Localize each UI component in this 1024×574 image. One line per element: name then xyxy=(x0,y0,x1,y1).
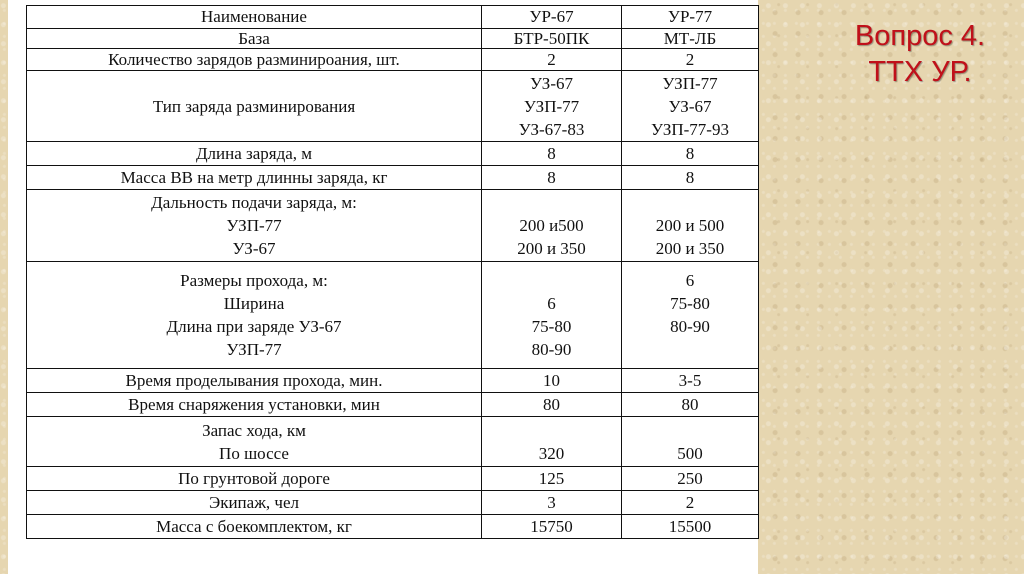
cell-line xyxy=(486,191,617,214)
table-cell-ur77 xyxy=(622,515,759,539)
cell-line: 15500 xyxy=(668,516,712,536)
cell-line: Количество зарядов разминироания, шт. xyxy=(108,49,400,69)
table-row xyxy=(27,71,759,142)
cell-line: 6 xyxy=(685,271,695,290)
cell-line: 8 xyxy=(547,143,556,163)
cell-line: 15750 xyxy=(530,516,573,536)
cell-line: Экипаж, чел xyxy=(208,492,300,512)
cell-line: 80-90 xyxy=(670,317,710,336)
table-row xyxy=(27,491,759,515)
ttx-table-body xyxy=(27,6,759,539)
cell-line: УЗ-67 xyxy=(232,239,276,258)
table-row xyxy=(27,417,759,467)
cell-line: 80-90 xyxy=(531,340,572,359)
cell-line: УЗП-77 xyxy=(662,73,718,93)
table-cell-param xyxy=(27,262,482,369)
cell-line: МТ-ЛБ xyxy=(663,28,717,48)
cell-line: Время проделывания прохода, мин. xyxy=(125,370,383,390)
table-cell-param xyxy=(27,142,482,166)
cell-line: УЗП-77 xyxy=(226,340,282,359)
cell-line: Запас хода, км xyxy=(202,420,306,440)
cell-line: 200 и 350 xyxy=(655,239,725,258)
cell-line: 8 xyxy=(547,167,556,187)
table-cell-param xyxy=(27,190,482,262)
cell-line: 80 xyxy=(543,394,560,414)
cell-line: 75-80 xyxy=(670,294,710,313)
table-cell-ur67 xyxy=(482,142,622,166)
table-row xyxy=(27,29,759,49)
table-cell-ur77 xyxy=(622,467,759,491)
cell-line: 8 xyxy=(685,143,695,163)
cell-line: 3 xyxy=(547,492,556,512)
table-row xyxy=(27,190,759,262)
table-cell-param xyxy=(27,71,482,142)
cell-line: 250 xyxy=(677,468,703,488)
header-name: Наименование xyxy=(27,6,482,29)
cell-line: Масса ВВ на метр длинны заряда, кг xyxy=(120,167,388,187)
cell-line xyxy=(626,419,754,442)
table-cell-param xyxy=(27,49,482,71)
table-cell-param xyxy=(27,166,482,190)
table-cell-ur77 xyxy=(622,190,759,262)
table-cell-ur77 xyxy=(622,393,759,417)
table-row xyxy=(27,369,759,393)
table-cell-ur67 xyxy=(482,262,622,369)
slide-title xyxy=(820,18,1020,90)
table-cell-ur67 xyxy=(482,369,622,393)
table-row xyxy=(27,262,759,369)
cell-line: 2 xyxy=(685,492,695,512)
table-cell-ur67 xyxy=(482,417,622,467)
cell-line: Длина при заряде УЗ-67 xyxy=(166,317,342,336)
table-cell-param xyxy=(27,393,482,417)
table-cell-ur67 xyxy=(482,49,622,71)
cell-line: По грунтовой дороге xyxy=(178,468,330,488)
cell-line: По шоссе xyxy=(219,443,289,463)
table-cell-ur67 xyxy=(482,515,622,539)
table-cell-ur77 xyxy=(622,417,759,467)
table-header-row xyxy=(27,6,759,29)
cell-line xyxy=(626,338,754,361)
table-row xyxy=(27,515,759,539)
cell-line: Размеры прохода, м: xyxy=(180,271,328,290)
header-ur77: УР-77 xyxy=(622,6,759,29)
table-cell-ur67 xyxy=(482,393,622,417)
table-cell-ur67 xyxy=(482,166,622,190)
cell-line: 6 xyxy=(547,294,556,313)
cell-line: Тип заряда разминирования xyxy=(152,96,356,116)
table-row xyxy=(27,393,759,417)
table-cell-param xyxy=(27,417,482,467)
table-cell-ur67 xyxy=(482,71,622,142)
cell-line: 8 xyxy=(685,167,695,187)
table-cell-ur77 xyxy=(622,262,759,369)
table-cell-param xyxy=(27,491,482,515)
cell-line: 2 xyxy=(685,49,695,69)
cell-line: 125 xyxy=(538,468,565,488)
cell-line: УЗ-67 xyxy=(530,73,573,93)
table-cell-param xyxy=(27,29,482,49)
cell-line: УЗП-77-93 xyxy=(651,119,729,139)
cell-line: 320 xyxy=(538,443,565,463)
cell-line xyxy=(486,419,617,442)
cell-line: 500 xyxy=(677,443,703,463)
table-row xyxy=(27,49,759,71)
cell-line: 80 xyxy=(681,394,699,414)
cell-line: УЗП-77 xyxy=(523,96,580,116)
cell-line xyxy=(486,269,617,292)
cell-line: УЗП-77 xyxy=(226,216,282,235)
cell-line: Длина заряда, м xyxy=(195,143,313,163)
cell-line: УЗ-67 xyxy=(668,96,712,116)
table-cell-ur77 xyxy=(622,29,759,49)
cell-line: 200 и500 xyxy=(519,216,584,235)
cell-line: 200 и 350 xyxy=(517,239,586,258)
cell-line: УЗ-67-83 xyxy=(518,119,585,139)
header-ur67: УР-67 xyxy=(482,6,622,29)
table-cell-ur67 xyxy=(482,29,622,49)
table-cell-param xyxy=(27,467,482,491)
ttx-table xyxy=(26,5,759,539)
cell-line: Масса с боекомплектом, кг xyxy=(156,516,352,536)
cell-line xyxy=(626,191,754,214)
table-cell-ur67 xyxy=(482,491,622,515)
cell-line: Ширина xyxy=(223,294,285,313)
table-cell-ur77 xyxy=(622,491,759,515)
cell-line: 200 и 500 xyxy=(655,216,725,235)
slide-title-line1: Вопрос 4. xyxy=(854,20,986,52)
cell-line: Дальность подачи заряда, м: xyxy=(151,193,357,212)
table-cell-ur77 xyxy=(622,49,759,71)
table-cell-ur77 xyxy=(622,142,759,166)
table-cell-param xyxy=(27,369,482,393)
table-row xyxy=(27,166,759,190)
cell-line: База xyxy=(238,28,270,48)
table-cell-param xyxy=(27,515,482,539)
cell-line: БТР-50ПК xyxy=(513,28,590,48)
table-cell-ur77 xyxy=(622,71,759,142)
table-cell-ur77 xyxy=(622,166,759,190)
cell-line: 3-5 xyxy=(678,370,702,390)
table-cell-ur67 xyxy=(482,190,622,262)
cell-line: 75-80 xyxy=(531,317,572,336)
cell-line: 2 xyxy=(547,49,556,69)
slide-title-line2: ТТХ УР. xyxy=(868,56,972,88)
table-cell-ur77 xyxy=(622,369,759,393)
cell-line: 10 xyxy=(543,370,560,390)
table-cell-ur67 xyxy=(482,467,622,491)
table-row xyxy=(27,142,759,166)
cell-line: Время снаряжения установки, мин xyxy=(128,394,380,414)
table-row xyxy=(27,467,759,491)
document-page xyxy=(8,0,758,574)
